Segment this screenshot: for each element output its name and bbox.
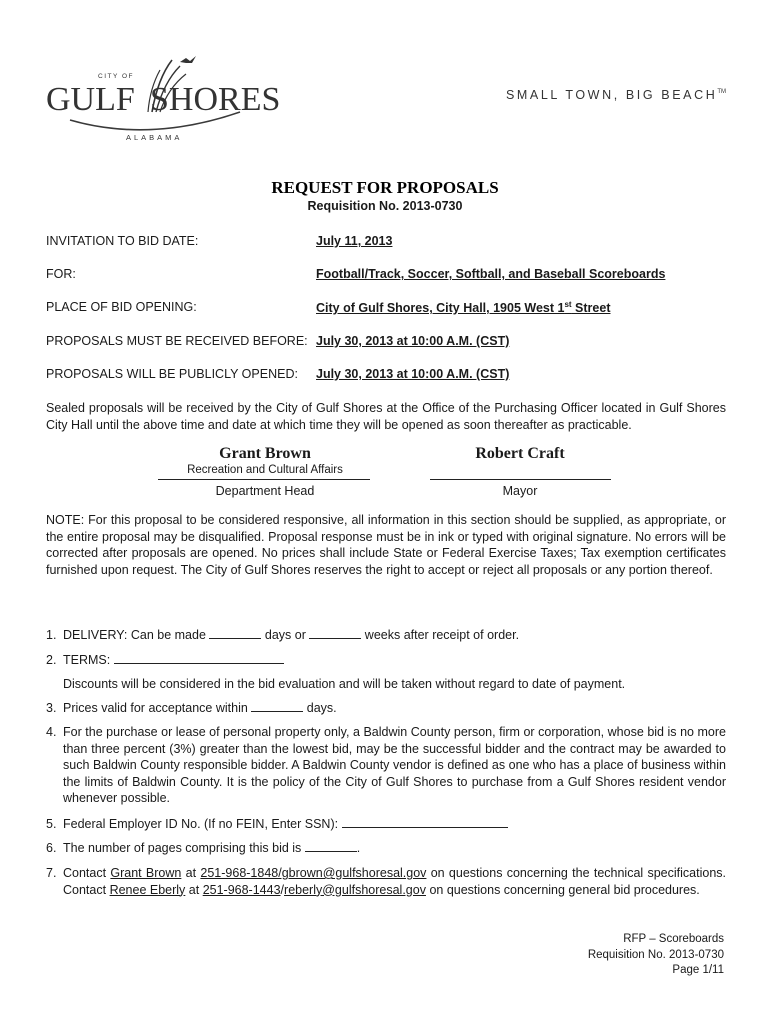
item-text-part: TERMS: [63, 653, 114, 667]
contact-phone-link[interactable]: 251-968-1443 [202, 882, 281, 897]
item-number: 4. [46, 725, 57, 739]
logo-city-of: CITY OF [98, 73, 135, 80]
tagline-text: SMALL TOWN, BIG BEACH [505, 88, 718, 102]
item-text [63, 840, 726, 857]
info-value-tail: Street [571, 301, 611, 316]
item-text-part: weeks after receipt of order. [361, 628, 520, 642]
item-number: 3. [46, 701, 57, 715]
signature-right-name: Robert Craft [475, 445, 565, 462]
item-text-part: . [356, 841, 361, 855]
delivery-weeks-blank[interactable] [309, 628, 361, 639]
item-number: 7. [46, 866, 57, 880]
item-text-part: Contact [63, 866, 111, 880]
delivery-days-blank[interactable] [209, 628, 261, 639]
info-label: PROPOSALS MUST BE RECEIVED BEFORE: [46, 334, 308, 348]
contact-email-link[interactable]: reberly@gulfshoresal.gov [284, 882, 426, 897]
item-text [63, 627, 726, 644]
info-label: PROPOSALS WILL BE PUBLICLY OPENED: [46, 367, 298, 381]
tagline [506, 88, 726, 102]
item-text-part: Prices valid for acceptance within [63, 701, 252, 715]
item-text-part: on questions concerning the technical specifications. Contact [63, 866, 726, 897]
page-count-blank[interactable] [305, 841, 357, 852]
item-number: 6. [46, 841, 57, 855]
note-paragraph: NOTE: For this proposal to be considered responsive, all information in this section should be supplied, as appropriate, or the entire proposal may be disqualified. Proposal response must be in ink or typed with original signature. No errors will be corrected after proposals are opened. No prices shall include State or Federal Exercise Taxes; Tax exemption certificates furnished upon request. The City of Gulf Shores reserves the right to accept or reject all proposals or any portion thereof. [46, 513, 726, 577]
footer-page-number: Page 1/11 [672, 964, 724, 976]
info-value: Football/Track, Soccer, Softball, and Baseball Scoreboards [316, 267, 666, 281]
info-label: PLACE OF BID OPENING: [46, 300, 197, 314]
info-value: City of Gulf Shores, City Hall, 1905 West 1 [316, 301, 565, 316]
info-value-place [316, 300, 610, 315]
item-text-part: / [280, 882, 285, 897]
item-text-part: DELIVERY: Can be made [63, 628, 210, 642]
contact-phone-email-link[interactable]: 251-968-1848/gbrown@gulfshoresal.gov [200, 866, 427, 880]
tagline-mark: TM [717, 89, 726, 95]
requisition-number: Requisition No. 2013-0730 [307, 199, 463, 213]
terms-blank[interactable] [114, 653, 284, 664]
logo-state: ALABAMA [126, 133, 183, 142]
item-text-part: on questions concerning general bid procedures. [425, 882, 700, 897]
item-text-part: Federal Employer ID No. (If no FEIN, Enter SSN): [63, 817, 342, 831]
signature-right-role: Mayor [502, 484, 538, 498]
info-value-sup: st [564, 300, 572, 309]
info-label: INVITATION TO BID DATE: [46, 234, 199, 248]
fein-blank[interactable] [342, 817, 508, 828]
item-text [63, 652, 726, 669]
prices-valid-days-blank[interactable] [251, 701, 303, 712]
logo-word-gulf: GULF [46, 81, 135, 118]
sealed-proposals-paragraph: Sealed proposals will be received by the City of Gulf Shores at the Office of the Purchasing Officer located in Gulf Shores City Hall until the above time and date at which time they will be opened as soon thereafter as practicable. [46, 401, 726, 432]
logo-graphic [40, 48, 280, 148]
footer-line: Requisition No. 2013-0730 [587, 948, 724, 961]
signature-left-name: Grant Brown [219, 445, 311, 462]
item-text-part: The number of pages comprising this bid is [63, 841, 305, 855]
gulf-shores-logo [40, 48, 280, 148]
item-number: 5. [46, 817, 57, 831]
item-text [63, 865, 726, 898]
item-subtext: Discounts will be considered in the bid evaluation and will be taken without regard to date of payment. [63, 677, 626, 691]
logo-word-shores: SHORES [150, 81, 280, 118]
signature-left-role: Department Head [215, 484, 315, 498]
info-value: July 30, 2013 at 10:00 A.M. (CST) [316, 367, 510, 381]
document-title: REQUEST FOR PROPOSALS [271, 178, 499, 197]
page-footer [588, 932, 724, 979]
item-text: For the purchase or lease of personal property only, a Baldwin County person, firm or corporation, whose bid is no more than three percent (3%) greater than the lowest bid, may be the successful bidder and the contract may be awarded to such Baldwin County responsible bidder. A Baldwin County vendor is defined as one who has a place of business within the limits of Baldwin County. It is the policy of the City of Gulf Shores to purchase from a Gulf Shores resident vendor whenever possible. [63, 725, 726, 805]
item-text [63, 700, 726, 717]
info-value: July 11, 2013 [316, 234, 393, 248]
item-text-part: at [181, 866, 201, 880]
item-text-part: days or [261, 628, 310, 642]
signature-left-sub: Recreation and Cultural Affairs [187, 464, 343, 476]
item-text [63, 816, 726, 833]
footer-line: RFP – Scoreboards [623, 933, 724, 945]
item-text-part: days. [303, 701, 337, 715]
signature-left-line [158, 479, 370, 480]
item-text-part: at [185, 882, 203, 897]
info-label: FOR: [46, 267, 76, 281]
info-value: July 30, 2013 at 10:00 A.M. (CST) [316, 334, 510, 348]
item-number: 1. [46, 628, 57, 642]
item-number: 2. [46, 653, 57, 667]
signature-right-line [430, 479, 611, 480]
contact-name-link[interactable]: Grant Brown [110, 866, 182, 880]
contact-name-link[interactable]: Renee Eberly [109, 882, 186, 897]
